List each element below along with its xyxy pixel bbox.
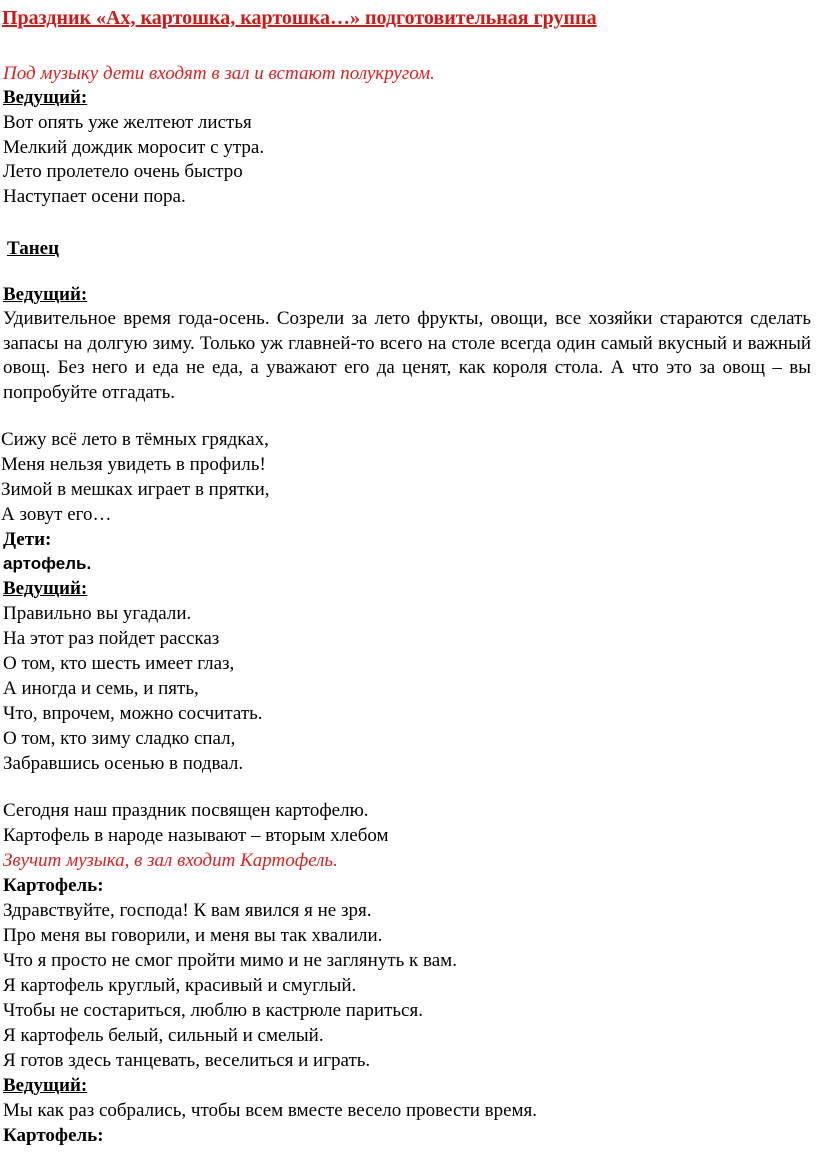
riddle-line: Зимой в мешках играет в прятки, <box>1 479 270 500</box>
children-answer: артофель. <box>3 554 92 573</box>
potato-speech-line: Я картофель круглый, красивый и смуглый. <box>3 975 357 996</box>
verse-line: Что, впрочем, можно сосчитать. <box>3 703 263 724</box>
verse-line: Правильно вы угадали. <box>3 603 192 624</box>
potato-speech-line: Я картофель белый, сильный и смелый. <box>3 1025 324 1046</box>
verse-line: Лето пролетело очень быстро <box>3 161 243 182</box>
riddle-line: Сижу всё лето в тёмных грядках, <box>1 429 269 450</box>
holiday-line: Сегодня наш праздник посвящен картофелю. <box>3 800 369 821</box>
verse-line: Забравшись осенью в подвал. <box>3 753 244 774</box>
riddle-line: Меня нельзя увидеть в профиль! <box>1 454 266 475</box>
verse-line: На этот раз пойдет рассказ <box>3 628 220 649</box>
verse-line: А иногда и семь, и пять, <box>3 678 199 699</box>
riddle-line: А зовут его… <box>1 504 112 525</box>
potato-speech-line: Что я просто не смог пройти мимо и не заглянуть к вам. <box>3 950 457 971</box>
verse-line: О том, кто зиму сладко спал, <box>3 728 236 749</box>
host-line: Мы как раз собрались, чтобы всем вместе весело провести время. <box>3 1100 538 1121</box>
potato-speech-line: Здравствуйте, господа! К вам явился я не зря. <box>3 900 372 921</box>
potato-speech-line: Я готов здесь танцевать, веселиться и играть. <box>3 1050 371 1071</box>
verse-line: Наступает осени пора. <box>3 186 186 207</box>
role-host-label: Ведущий: <box>3 1075 88 1096</box>
intro-paragraph: Удивительное время года-осень. Созрели за лето фрукты, овощи, все хозяйки стараются сделать запасы на долгую зиму. Только уж главней-то всего на столе всегда один самый вкусный и важный овощ. Без него и еда не еда, а уважают его да ценят, как короля стола. А что это за овощ – вы попробуйте отгадать. <box>3 308 811 403</box>
role-potato-label: Картофель: <box>3 1125 104 1146</box>
role-host-label: Ведущий: <box>3 578 88 599</box>
potato-speech-line: Чтобы не состариться, люблю в кастрюле париться. <box>3 1000 423 1021</box>
role-host-label: Ведущий: <box>3 284 88 305</box>
stage-direction-entry: Под музыку дети входят в зал и встают полукругом. <box>3 63 435 84</box>
document-title: Праздник «Ах, картошка, картошка…» подготовительная группа <box>2 7 597 29</box>
potato-speech-line: Про меня вы говорили, и меня вы так хвалили. <box>3 925 383 946</box>
role-host-label: Ведущий: <box>3 87 88 108</box>
holiday-line: Картофель в народе называют – вторым хлебом <box>3 825 389 846</box>
role-children-label: Дети: <box>3 529 52 550</box>
dance-heading: Танец <box>7 238 60 259</box>
verse-line: Мелкий дождик моросит с утра. <box>3 137 265 158</box>
stage-direction-music: Звучит музыка, в зал входит Картофель. <box>3 850 338 871</box>
role-potato-label: Картофель: <box>3 875 104 896</box>
verse-line: О том, кто шесть имеет глаз, <box>3 653 235 674</box>
verse-line: Вот опять уже желтеют листья <box>3 112 252 133</box>
